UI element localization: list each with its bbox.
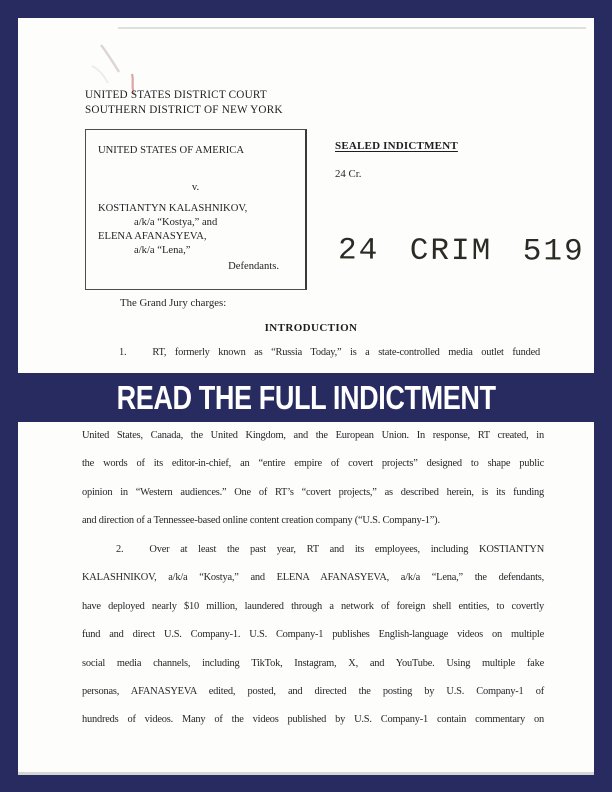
indictment-page-1 — [18, 18, 594, 373]
body-line — [82, 714, 544, 742]
versus-label: v. — [191, 182, 200, 193]
court-header — [85, 88, 283, 118]
line-text: have deployed nearly $10 million, laundered through a network of foreign shell entities, to covertly — [82, 600, 544, 612]
line-text: social media channels, including TikTok, Instagram, X, and YouTube. Using multiple fake — [82, 657, 544, 669]
sealed-indictment-title: SEALED INDICTMENT — [335, 140, 458, 152]
read-banner — [0, 373, 612, 422]
defendant-line: ELENA AFANASYEVA, — [98, 231, 207, 242]
line-text: opinion in “Western audiences.” One of RT’s “covert projects,” as described herein, is its funding — [82, 486, 544, 498]
case-caption-box — [85, 129, 307, 290]
case-number-stamp: 24 CRIM 519 — [337, 233, 585, 270]
body-line — [82, 572, 544, 600]
paragraph-1 — [85, 347, 540, 375]
defendant-line: a/k/a “Kostya,” and — [134, 217, 218, 228]
paragraph-number: 1. — [119, 347, 127, 358]
defendant-line: a/k/a “Lena,” — [134, 245, 191, 256]
banner-label: READ THE FULL INDICTMENT — [116, 378, 496, 416]
defendant-names — [98, 202, 247, 258]
body-text — [82, 430, 544, 743]
defendants-label: Defendants. — [228, 261, 279, 272]
line-text: Over at least the past year, RT and its employees, including KOSTIANTYN — [149, 543, 544, 555]
body-line — [82, 515, 544, 543]
body-line — [82, 658, 544, 686]
body-line — [82, 487, 544, 515]
body-line — [82, 629, 544, 657]
line-text: hundreds of videos. Many of the videos published by U.S. Company-1 contain commentary on — [82, 714, 544, 726]
paragraph-text: RT, formerly known as “Russia Today,” is a state-controlled media outlet funded — [152, 347, 540, 358]
line-text: United States, Canada, the United Kingdom, and the European Union. In response, RT created, in — [82, 430, 544, 441]
body-line — [82, 430, 544, 458]
grand-jury-line: The Grand Jury charges: — [120, 297, 227, 309]
indictment-page-2 — [18, 422, 594, 775]
body-line — [82, 601, 544, 629]
defendant-line: KOSTIANTYN KALASHNIKOV, — [98, 203, 248, 214]
line-text: and direction of a Tennessee-based online content creation company (“U.S. Company-1”). — [82, 515, 440, 527]
line-text: personas, AFANASYEVA edited, posted, and directed the posting by U.S. Company-1 of — [82, 685, 544, 697]
introduction-heading: INTRODUCTION — [264, 322, 358, 334]
body-line — [82, 458, 544, 486]
line-text: fund and direct U.S. Company-1. U.S. Company-1 publishes English-language videos on multiple — [82, 629, 544, 641]
line-text: the words of its editor-in-chief, an “entire empire of covert projects” designed to shape public — [82, 458, 544, 470]
scan-edge-line — [118, 27, 586, 29]
court-header-line: SOUTHERN DISTRICT OF NEW YORK — [85, 104, 283, 117]
line-text: KALASHNIKOV, a/k/a “Kostya,” and ELENA AFANASYEVA, a/k/a “Lena,” the defendants, — [82, 572, 544, 584]
case-number: 24 Cr. — [335, 168, 362, 180]
plaintiff-name: UNITED STATES OF AMERICA — [98, 145, 244, 156]
body-line — [82, 544, 544, 572]
body-line — [82, 686, 544, 714]
court-header-line: UNITED STATES DISTRICT COURT — [85, 89, 267, 101]
body-line — [85, 347, 540, 375]
paragraph-number: 2. — [116, 543, 124, 555]
